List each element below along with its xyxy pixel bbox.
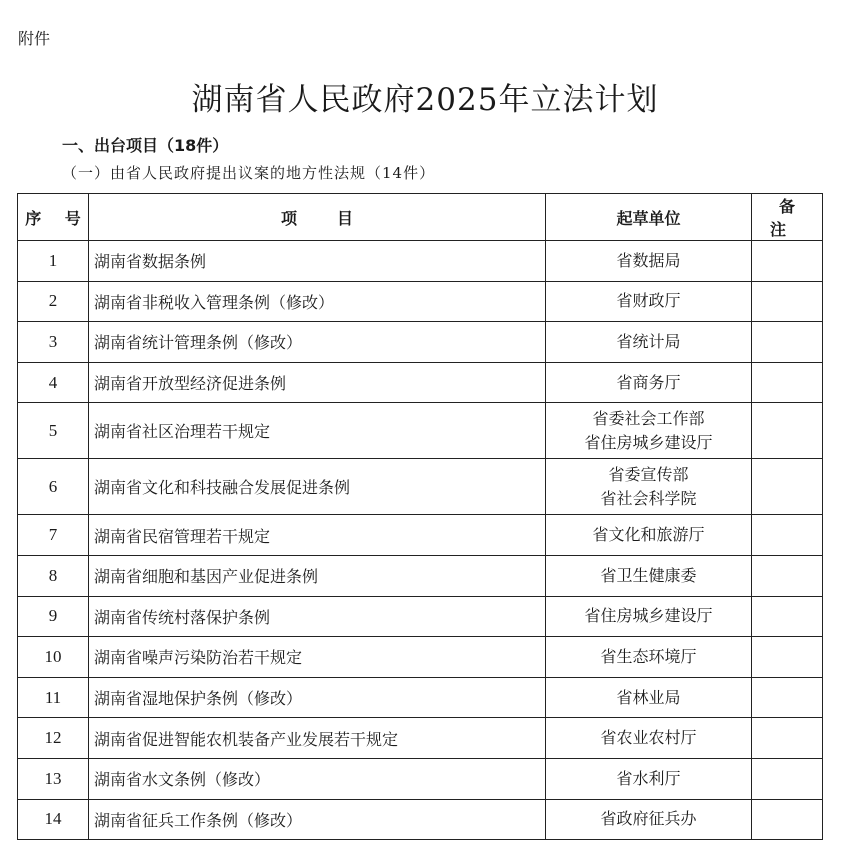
row-drafting-unit <box>546 362 752 403</box>
row-item: 湖南省文化和科技融合发展促进条例 <box>89 459 546 515</box>
row-number: 4 <box>18 362 89 403</box>
drafting-unit-name: 省委宣传部 <box>608 464 689 484</box>
table-row <box>18 515 823 556</box>
row-number: 12 <box>18 718 89 759</box>
row-item: 湖南省开放型经济促进条例 <box>89 362 546 403</box>
drafting-unit-name: 省统计局 <box>616 331 681 351</box>
row-drafting-unit <box>546 459 752 515</box>
row-item: 湖南省促进智能农机装备产业发展若干规定 <box>89 718 546 759</box>
drafting-unit-name: 省水利厅 <box>616 768 681 788</box>
table-row <box>18 555 823 596</box>
row-remarks <box>752 718 823 759</box>
row-drafting-unit <box>546 718 752 759</box>
row-drafting-unit <box>546 637 752 678</box>
row-item: 湖南省民宿管理若干规定 <box>89 515 546 556</box>
row-remarks <box>752 281 823 322</box>
drafting-unit-name: 省住房城乡建设厅 <box>584 606 713 626</box>
drafting-unit-name: 省农业农村厅 <box>600 728 697 748</box>
row-item: 湖南省数据条例 <box>89 241 546 282</box>
table-row <box>18 596 823 637</box>
header-drafting-unit: 起草单位 <box>546 194 752 241</box>
header-remarks: 备注 <box>752 194 823 241</box>
document-title: 湖南省人民政府2025年立法计划 <box>191 82 659 118</box>
row-remarks <box>752 799 823 840</box>
row-drafting-unit <box>546 241 752 282</box>
row-number: 2 <box>18 281 89 322</box>
row-number: 10 <box>18 637 89 678</box>
row-number: 5 <box>18 403 89 459</box>
drafting-unit-name: 省住房城乡建设厅 <box>584 432 713 452</box>
row-remarks <box>752 322 823 363</box>
drafting-unit-name: 省委社会工作部 <box>592 408 705 428</box>
row-drafting-unit <box>546 515 752 556</box>
row-number: 11 <box>18 677 89 718</box>
subsection-heading: （一）由省人民政府提出议案的地方性法规（14件） <box>62 164 436 182</box>
header-number: 序 号 <box>18 194 89 241</box>
row-number: 3 <box>18 322 89 363</box>
header-item: 项目 <box>89 194 546 241</box>
drafting-unit-name: 省卫生健康委 <box>600 565 697 585</box>
row-drafting-unit <box>546 322 752 363</box>
row-item: 湖南省征兵工作条例（修改） <box>89 799 546 840</box>
row-drafting-unit <box>546 555 752 596</box>
drafting-unit-name: 省生态环境厅 <box>600 646 697 666</box>
table-row <box>18 281 823 322</box>
row-remarks <box>752 515 823 556</box>
row-drafting-unit <box>546 758 752 799</box>
row-item: 湖南省水文条例（修改） <box>89 758 546 799</box>
table-row <box>18 799 823 840</box>
attachment-label: 附件 <box>18 29 51 48</box>
row-drafting-unit <box>546 799 752 840</box>
row-item: 湖南省细胞和基因产业促进条例 <box>89 555 546 596</box>
drafting-unit-name: 省政府征兵办 <box>600 809 697 829</box>
row-item: 湖南省非税收入管理条例（修改） <box>89 281 546 322</box>
row-item: 湖南省传统村落保护条例 <box>89 596 546 637</box>
drafting-unit-name: 省林业局 <box>616 687 681 707</box>
row-remarks <box>752 596 823 637</box>
table-row <box>18 362 823 403</box>
drafting-unit-name: 省社会科学院 <box>600 488 697 508</box>
row-remarks <box>752 758 823 799</box>
table-row <box>18 637 823 678</box>
row-number: 13 <box>18 758 89 799</box>
row-remarks <box>752 677 823 718</box>
row-item: 湖南省统计管理条例（修改） <box>89 322 546 363</box>
row-remarks <box>752 362 823 403</box>
row-drafting-unit <box>546 281 752 322</box>
row-number: 7 <box>18 515 89 556</box>
row-drafting-unit <box>546 403 752 459</box>
drafting-unit-name: 省数据局 <box>616 250 681 270</box>
row-drafting-unit <box>546 596 752 637</box>
row-drafting-unit <box>546 677 752 718</box>
table-row <box>18 241 823 282</box>
table-row <box>18 758 823 799</box>
drafting-unit-name: 省文化和旅游厅 <box>592 525 705 545</box>
row-item: 湖南省噪声污染防治若干规定 <box>89 637 546 678</box>
table-row <box>18 718 823 759</box>
table-row <box>18 322 823 363</box>
row-number: 6 <box>18 459 89 515</box>
row-remarks <box>752 403 823 459</box>
legislation-plan-table <box>17 193 823 840</box>
row-number: 8 <box>18 555 89 596</box>
row-remarks <box>752 555 823 596</box>
row-remarks <box>752 459 823 515</box>
table-header-row <box>18 194 823 241</box>
drafting-unit-name: 省商务厅 <box>616 372 681 392</box>
row-remarks <box>752 241 823 282</box>
row-remarks <box>752 637 823 678</box>
row-number: 14 <box>18 799 89 840</box>
table-row <box>18 677 823 718</box>
drafting-unit-name: 省财政厅 <box>616 291 681 311</box>
section-heading: 一、出台项目（18件） <box>62 136 229 155</box>
table-row <box>18 459 823 515</box>
table-row <box>18 403 823 459</box>
row-item: 湖南省湿地保护条例（修改） <box>89 677 546 718</box>
row-number: 9 <box>18 596 89 637</box>
row-number: 1 <box>18 241 89 282</box>
row-item: 湖南省社区治理若干规定 <box>89 403 546 459</box>
